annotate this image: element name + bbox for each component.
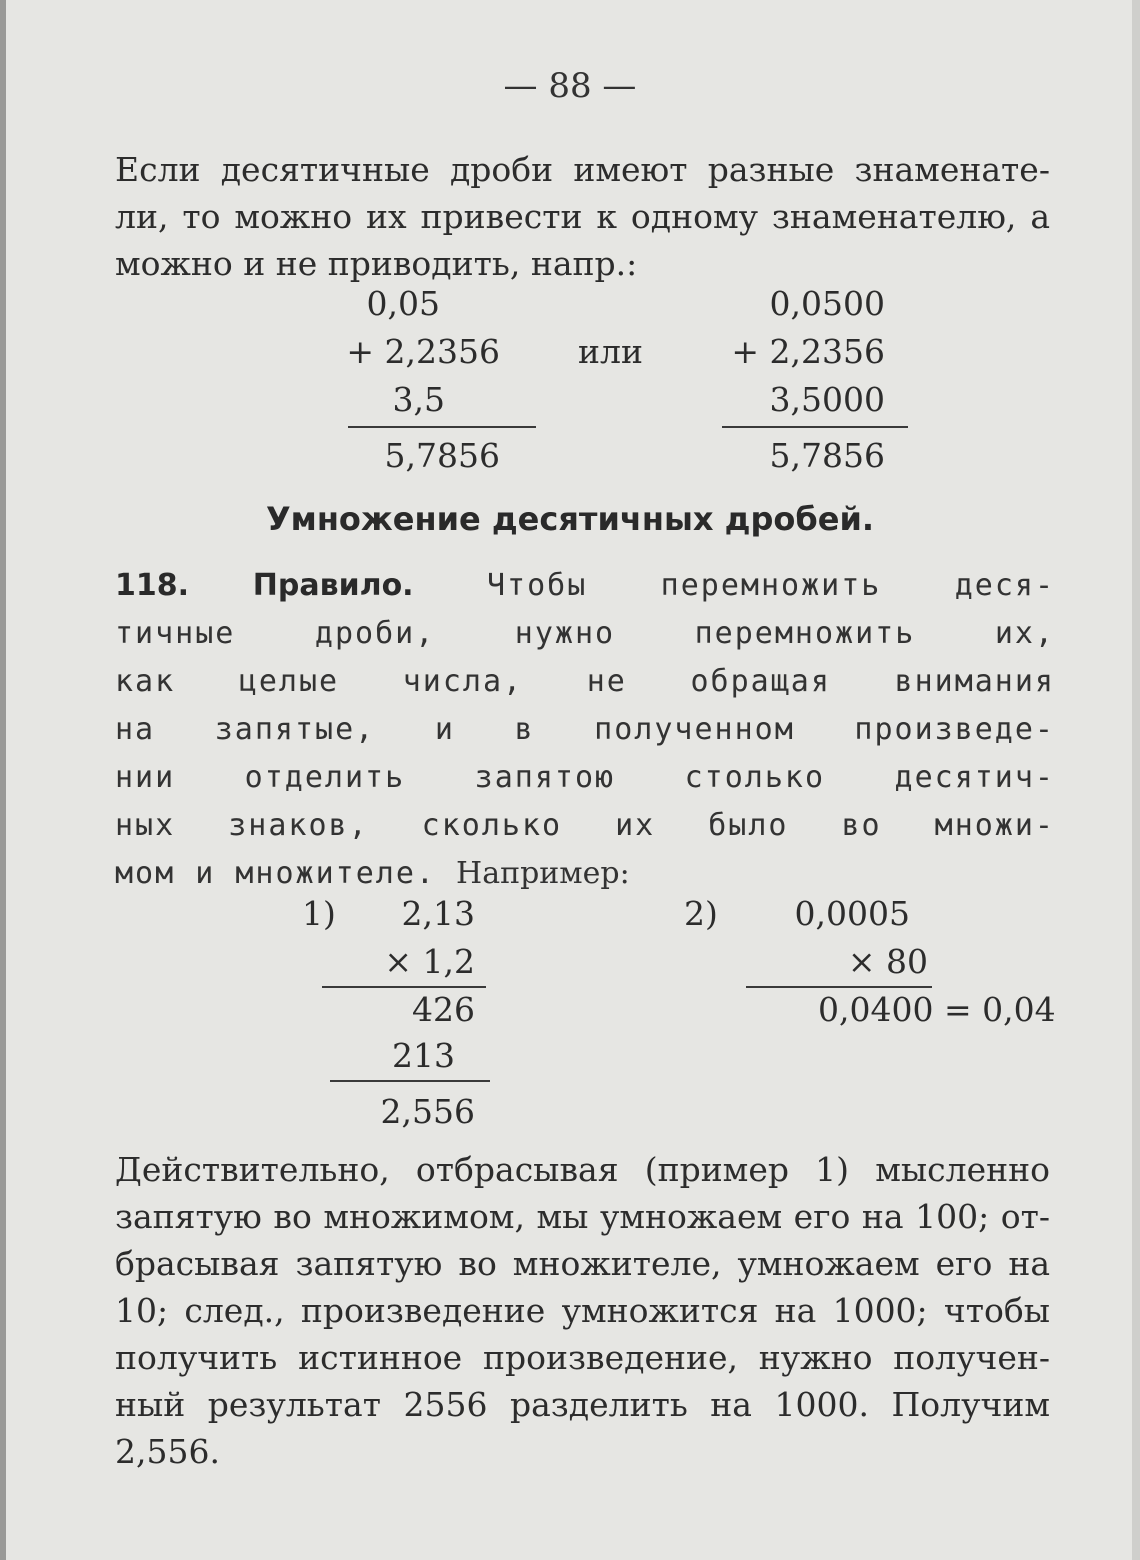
intro-line-3: можно и не приводить, напр.:: [115, 244, 638, 283]
explanation-line-1: Действительно, отбрасывая (пример 1) мысленно: [115, 1150, 1050, 1189]
explanation-line-7: 2,556.: [115, 1432, 220, 1471]
addend-1: 0,05: [366, 284, 440, 323]
rule-tail: Например:: [456, 856, 630, 891]
explanation-line-2: запятую во множимом, мы умножаем его на 100; от-: [115, 1197, 1050, 1236]
explanation-line-5: получить истинное произведение, нужно получен-: [115, 1338, 1050, 1377]
explanation-paragraph: [115, 1146, 1050, 1475]
or-word: или: [578, 332, 643, 371]
intro-line-1: Если десятичные дроби имеют разные знаменате-: [115, 150, 1050, 189]
example-1-product: 2,556: [380, 1092, 475, 1131]
example-1-line-2: [330, 1080, 490, 1082]
sum-line-right: [722, 426, 908, 428]
addend-2: + 2,2356: [346, 332, 500, 371]
example-2-multiplier: × 80: [847, 942, 928, 981]
addend-1-padded: 0,0500: [769, 284, 885, 323]
rule-line-3: как целые числа, не обращая внимания: [115, 664, 1055, 699]
example-1-line-1: [322, 986, 486, 988]
explanation-line-6: ный результат 2556 разделить на 1000. Получим: [115, 1385, 1050, 1424]
sum-line-left: [348, 426, 536, 428]
example-2-product: 0,0400 = 0,04: [818, 990, 1056, 1029]
intro-paragraph: [115, 146, 1050, 287]
addend-3: 3,5: [392, 380, 445, 419]
addend-2-padded: + 2,2356: [731, 332, 885, 371]
example-2-multiplicand: 0,0005: [794, 894, 910, 933]
rule-line-4: на запятые, и в полученном произведе-: [115, 712, 1055, 747]
explanation-line-4: 10; след., произведение умножится на 1000; чтобы: [115, 1291, 1050, 1330]
rule-line-7: мом и множителе.: [115, 856, 436, 891]
example-2-line: [746, 986, 932, 988]
sum-right: 5,7856: [769, 436, 885, 475]
rule-paragraph: [115, 562, 1055, 898]
example-1-label: 1): [302, 894, 336, 933]
rule-line-1: Чтобы перемножить деся-: [486, 568, 1056, 603]
example-1-multiplicand: 2,13: [401, 894, 475, 933]
rule-number: 118. Правило.: [115, 568, 414, 603]
sum-left: 5,7856: [384, 436, 500, 475]
rule-line-5: нии отделить запятою столько десятич-: [115, 760, 1055, 795]
example-1-multiplier: × 1,2: [384, 942, 475, 981]
rule-line-2: тичные дроби, нужно перемножить их,: [115, 616, 1055, 651]
page-number: — 88 —: [503, 66, 637, 106]
example-1-partial-1: 426: [412, 990, 475, 1029]
example-1-partial-2: 213: [392, 1036, 455, 1075]
intro-line-2: ли, то можно их привести к одному знаменателю, а: [115, 197, 1050, 236]
rule-line-6: ных знаков, сколько их было во множи-: [115, 808, 1055, 843]
explanation-line-3: брасывая запятую во множителе, умножаем его на: [115, 1244, 1050, 1283]
addend-3-padded: 3,5000: [769, 380, 885, 419]
example-2-label: 2): [684, 894, 718, 933]
section-heading: Умножение десятичных дробей.: [265, 500, 875, 538]
